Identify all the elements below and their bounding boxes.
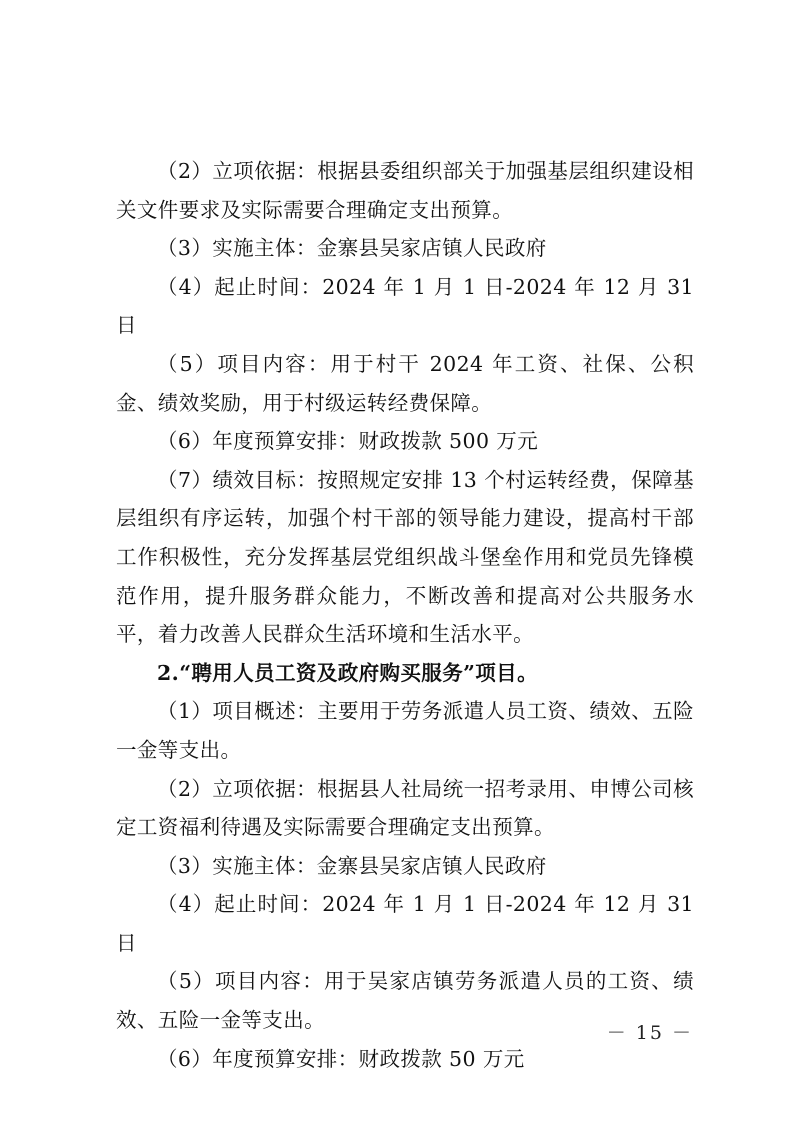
paragraph-project-overview: （1）项目概述：主要用于劳务派遣人员工资、绩效、五险一金等支出。 [116, 699, 694, 762]
paragraph-project-basis: （2）立项依据：根据县委组织部关于加强基层组织建设相关文件要求及实际需要合理确定支出预算。 [116, 159, 694, 222]
paragraph-project-content: （5）项目内容：用于村干 2024 年工资、社保、公积金、绩效奖励，用于村级运转经费保障。 [116, 351, 694, 415]
paragraph-implementing-body: （3）实施主体：金寨县吴家店镇人民政府 [157, 236, 547, 261]
paragraph-time-period-2: （4）起止时间：2024 年 1 月 1 日-2024 年 12 月 31 日 [116, 892, 694, 955]
paragraph-project-content-2: （5）项目内容：用于吴家店镇劳务派遣人员的工资、绩效、五险一金等支出。 [116, 969, 694, 1033]
document-body [116, 152, 694, 1078]
paragraph-annual-budget: （6）年度预算安排：财政拨款 500 万元 [157, 429, 539, 454]
paragraph-time-period: （4）起止时间：2024 年 1 月 1 日-2024 年 12 月 31 日 [116, 274, 694, 338]
paragraph-performance-goal: （7）绩效目标：按照规定安排 13 个村运转经费，保障基层组织有序运转，加强个村干部的领导能力建设，提高村干部工作积极性，充分发挥基层党组织战斗堡垒作用和党员先锋模范作用，提升服务群众能力，不断改善和提高对公共服务水平，着力改善人民群众生活环境和生活水平。 [116, 467, 694, 647]
section-heading-hired-staff: 2.“聘用人员工资及政府购买服务”项目。 [157, 660, 538, 685]
paragraph-annual-budget-2: （6）年度预算安排：财政拨款 50 万元 [157, 1046, 525, 1071]
paragraph-implementing-body-2: （3）实施主体：金寨县吴家店镇人民政府 [157, 853, 547, 878]
paragraph-project-basis-2: （2）立项依据：根据县人社局统一招考录用、申博公司核定工资福利待遇及实际需要合理确定支出预算。 [116, 776, 694, 840]
page-number: － 15 － [606, 1022, 693, 1044]
